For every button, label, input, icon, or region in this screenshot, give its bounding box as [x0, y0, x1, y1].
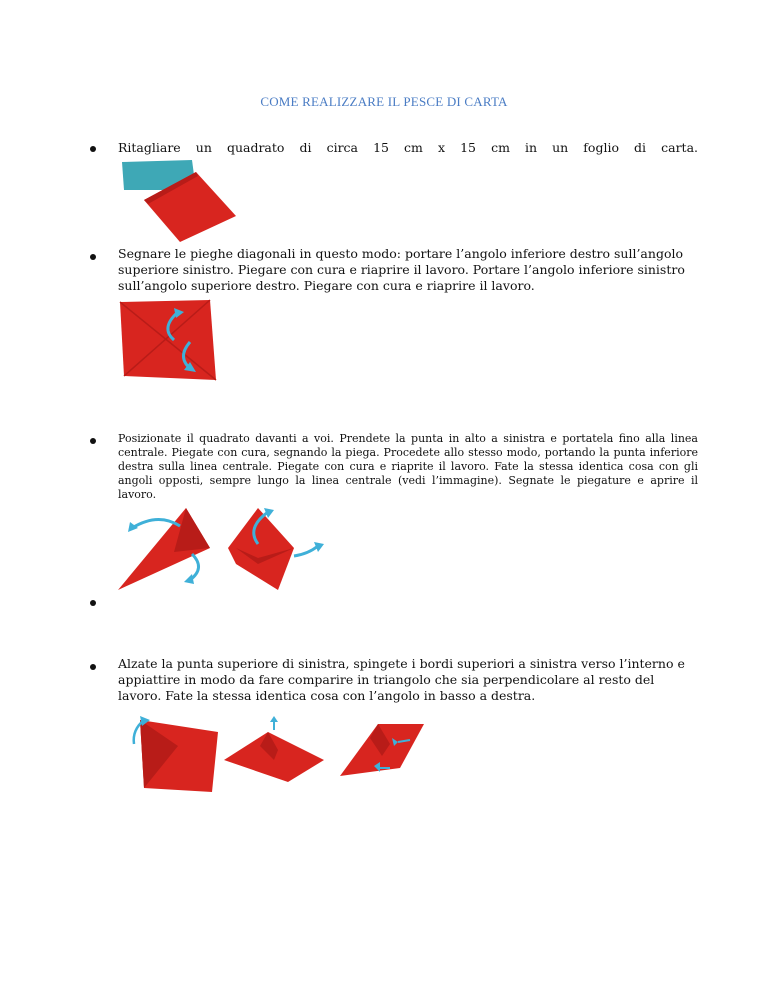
- step-5-illustration: [128, 716, 438, 794]
- step-1-text: Ritagliare un quadrato di circa 15 cm x 15 cm in un foglio di carta.: [118, 140, 698, 155]
- bullet: [90, 254, 96, 260]
- step-5-text: Alzate la punta superiore di sinistra, spingete i bordi superiori a sinistra verso l’interno e appiattire in modo da fare comparire in triangolo che sia perpendicolare al resto del lavoro. Fate la stessa identica cosa con l’angolo in basso a destra.: [118, 656, 685, 703]
- bullet: [90, 664, 96, 670]
- step-3-text: Posizionate il quadrato davanti a voi. Prendete la punta in alto a sinistra e portatela fino alla linea centrale. Piegate con cura, segnando la piega. Procedete allo stesso modo, portando la punta inferiore destra sulla linea centrale. Piegate con cura e riaprite il lavoro. Fate la stessa identica cosa con gli angoli opposti, sempre lungo la linea centrale (vedi l’immagine). Segnate le piegature e aprire il lavoro.: [118, 432, 698, 501]
- step-2-illustration: [120, 300, 220, 384]
- bullet: [90, 438, 96, 444]
- curved-arrow-icon: [294, 546, 318, 556]
- bullet: [90, 146, 96, 152]
- step-1-illustration: [118, 160, 248, 242]
- document-title: COME REALIZZARE IL PESCE DI CARTA: [260, 94, 508, 109]
- step-2-text: Segnare le pieghe diagonali in questo modo: portare l’angolo inferiore destro sull’angolo superiore sinistro. Piegare con cura e riaprire il lavoro. Portare l’angolo inferiore sinistro sull’angolo superiore destro. Piegare con cura e riaprire il lavoro.: [118, 246, 685, 293]
- step-3-illustration: [118, 508, 328, 594]
- bullet: [90, 600, 96, 606]
